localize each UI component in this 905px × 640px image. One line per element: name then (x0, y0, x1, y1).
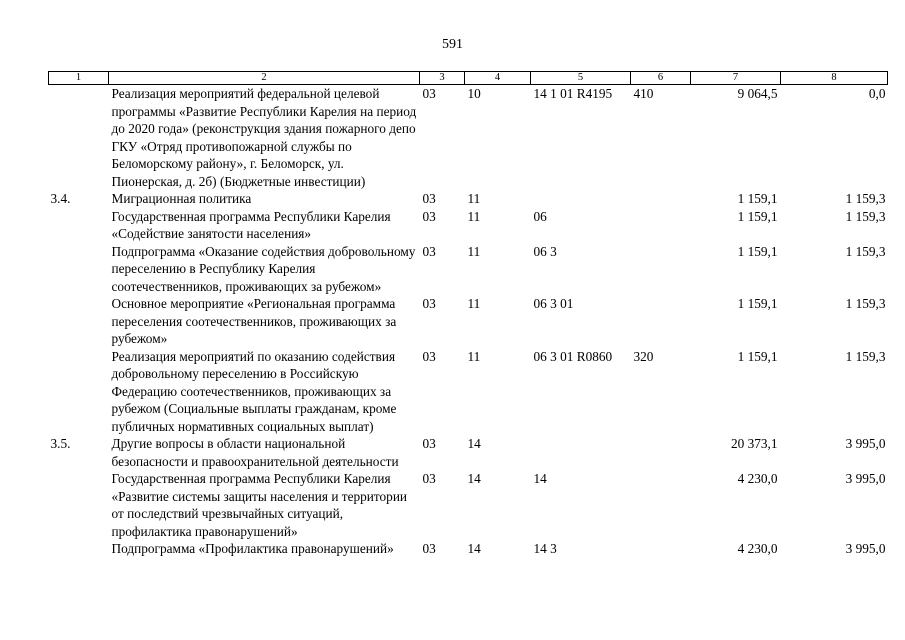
row-expense-type (631, 435, 691, 470)
row-number (49, 243, 109, 296)
row-number (49, 208, 109, 243)
header-cell: 1 (49, 72, 109, 85)
row-amount-2: 1 159,3 (845, 243, 886, 259)
row-subsection-code: 11 (467, 191, 481, 206)
row-subsection-code: 11 (467, 243, 481, 259)
row-amount-1: 4 230,0 (737, 541, 778, 556)
table-header-row (49, 72, 888, 85)
table-row (49, 208, 888, 243)
row-expense-type: 320 (633, 348, 654, 364)
row-section-code: 03 (422, 348, 436, 364)
row-amount-2: 3 995,0 (845, 471, 886, 486)
row-number (49, 348, 109, 436)
header-cell: 3 (420, 72, 465, 85)
row-amount-1: 20 373,1 (730, 436, 778, 451)
row-name: Подпрограмма «Оказание содействия добровольному переселению в Республику Карелия соотечественников, проживающих за рубежом» (111, 243, 416, 294)
row-section-code: 03 (422, 86, 436, 101)
row-target-article: 14 3 (533, 541, 557, 556)
row-amount-1: 1 159,1 (737, 191, 778, 206)
row-subsection-code: 10 (467, 86, 481, 101)
table-row (49, 348, 888, 436)
row-number (49, 470, 109, 540)
header-cell: 2 (109, 72, 420, 85)
row-amount-1: 1 159,1 (737, 348, 778, 364)
row-section-code: 03 (422, 243, 436, 259)
row-name: Миграционная политика (111, 191, 252, 206)
row-expense-type: 410 (633, 86, 654, 101)
table-row (49, 295, 888, 348)
row-target-article: 06 3 (533, 243, 557, 259)
row-number: 3.5. (50, 436, 71, 451)
row-amount-1: 1 159,1 (737, 296, 778, 311)
row-target-article: 14 1 01 R4195 (533, 86, 613, 101)
row-section-code: 03 (422, 436, 436, 451)
row-amount-2: 3 995,0 (845, 436, 886, 451)
row-amount-1: 1 159,1 (737, 243, 778, 259)
row-number (49, 295, 109, 348)
row-expense-type (631, 190, 691, 208)
header-cell: 7 (691, 72, 781, 85)
row-amount-1: 4 230,0 (737, 471, 778, 486)
table-row (49, 85, 888, 191)
row-name: Подпрограмма «Профилактика правонарушений» (111, 541, 394, 556)
row-amount-2: 1 159,3 (845, 348, 886, 364)
row-section-code: 03 (422, 296, 436, 311)
table-row (49, 435, 888, 470)
row-name: Государственная программа Республики Карелия «Содействие занятости населения» (111, 208, 391, 241)
row-amount-2: 1 159,3 (845, 208, 886, 224)
header-cell: 6 (631, 72, 691, 85)
row-target-article: 06 (533, 208, 547, 224)
row-subsection-code: 14 (467, 541, 481, 556)
row-expense-type (631, 540, 691, 558)
table-row (49, 470, 888, 540)
row-target-article: 14 (533, 471, 547, 486)
row-expense-type (631, 470, 691, 540)
table-row (49, 540, 888, 558)
row-name: Реализация мероприятий по оказанию содействия добровольному переселению в Российскую Федерацию соотечественников, проживающих за рубежом (Социальные выплаты гражданам, кроме публичных нормативных социальных выплат) (111, 348, 397, 434)
row-expense-type (631, 243, 691, 296)
row-expense-type (631, 295, 691, 348)
row-number: 3.4. (50, 191, 71, 206)
header-cell: 8 (781, 72, 888, 85)
row-amount-1: 1 159,1 (737, 208, 778, 224)
row-amount-1: 9 064,5 (737, 86, 778, 101)
header-cell: 4 (465, 72, 531, 85)
row-amount-2: 3 995,0 (845, 541, 886, 556)
row-section-code: 03 (422, 541, 436, 556)
row-subsection-code: 11 (467, 348, 481, 364)
row-name: Реализация мероприятий федеральной целевой программы «Развитие Республики Карелия на период до 2020 года» (реконструкция здания пожарного депо ГКУ «Отряд противопожарной службы по Беломорскому району», г. Беломорск, ул. Пионерская, д. 2б) (Бюджетные инвестиции) (111, 86, 417, 189)
row-target-article: 06 3 01 (533, 296, 574, 311)
row-name: Другие вопросы в области национальной безопасности и правоохранительной деятельности (111, 436, 399, 469)
row-target-article (531, 190, 631, 208)
row-section-code: 03 (422, 208, 436, 224)
row-section-code: 03 (422, 471, 436, 486)
row-subsection-code: 14 (467, 436, 481, 451)
budget-table (48, 71, 888, 558)
row-amount-2: 0,0 (868, 86, 886, 101)
table-row (49, 190, 888, 208)
row-amount-2: 1 159,3 (845, 191, 886, 206)
row-name: Основное мероприятие «Региональная программа переселения соотечественников, проживающих за рубежом» (111, 296, 397, 346)
row-amount-2: 1 159,3 (845, 296, 886, 311)
row-subsection-code: 11 (467, 296, 481, 311)
header-cell: 5 (531, 72, 631, 85)
row-number (49, 540, 109, 558)
row-target-article (531, 435, 631, 470)
row-name: Государственная программа Республики Карелия «Развитие системы защиты населения и территории от последствий чрезвычайных ситуаций, профилактика правонарушений» (111, 471, 408, 539)
row-expense-type (631, 208, 691, 243)
row-subsection-code: 14 (467, 471, 481, 486)
row-number (49, 85, 109, 191)
page-number: 591 (442, 37, 463, 52)
table-row (49, 243, 888, 296)
row-section-code: 03 (422, 191, 436, 206)
row-subsection-code: 11 (467, 208, 481, 224)
row-target-article: 06 3 01 R0860 (533, 348, 613, 364)
